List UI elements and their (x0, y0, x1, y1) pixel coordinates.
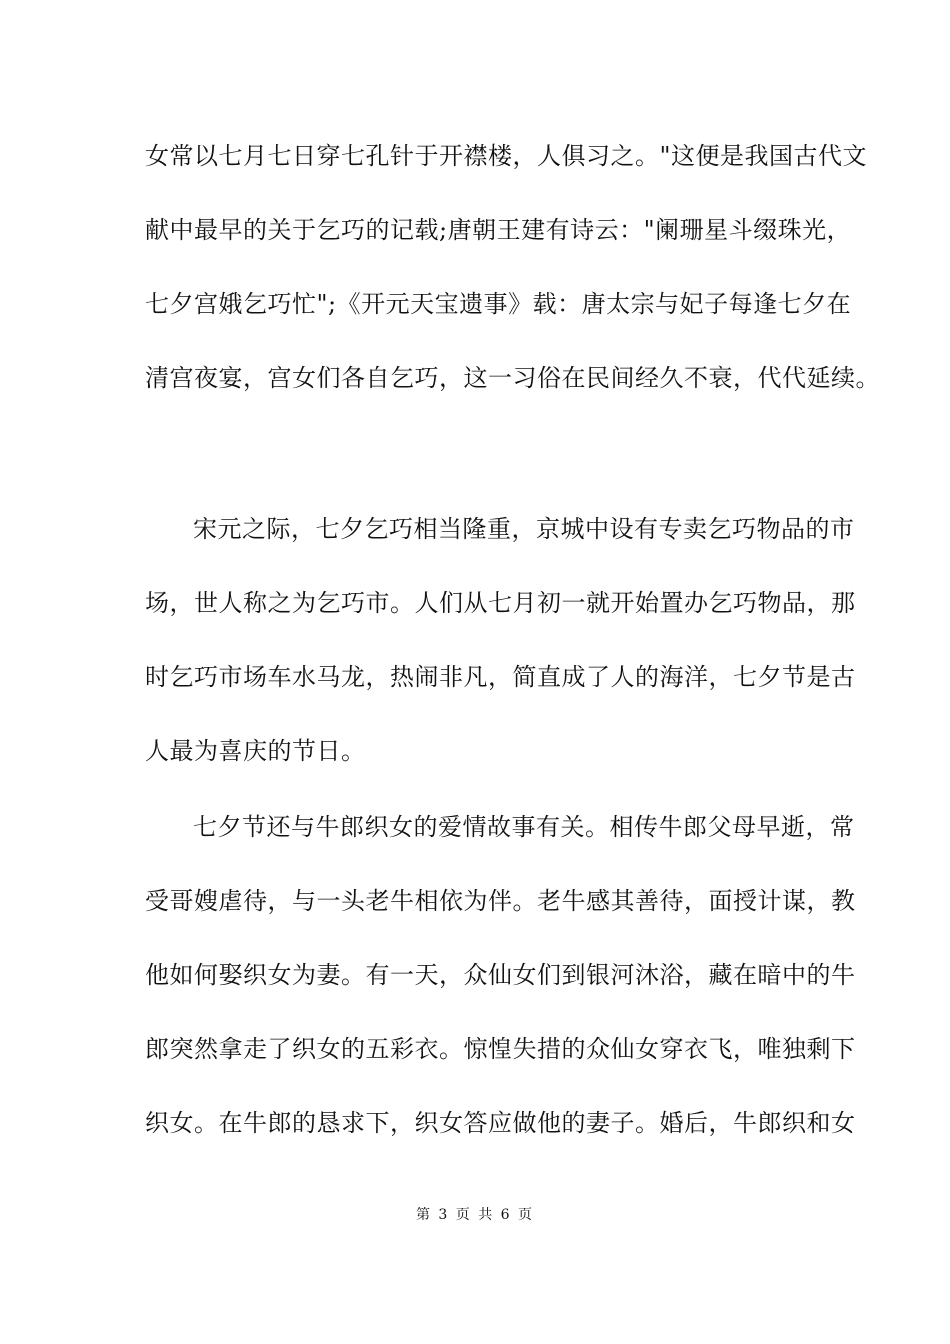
paragraph-line: 七夕节还与牛郎织女的爱情故事有关。相传牛郎父母早逝，常 (193, 813, 855, 841)
page-footer (0, 1206, 950, 1224)
footer-current-page: 3 (438, 1207, 450, 1223)
footer-middle: 页 共 (455, 1207, 495, 1223)
paragraph-line: 他如何娶织女为妻。有一天，众仙女们到银河沐浴，藏在暗中的牛 (145, 961, 856, 989)
paragraph-line: 清宫夜宴，宫女们各自乞巧，这一习俗在民间经久不衰，代代延续。 (145, 364, 880, 392)
paragraph-line: 人最为喜庆的节日。 (145, 737, 366, 765)
paragraph-line: 献中最早的关于乞巧的记载;唐朝王建有诗云："阑珊星斗缀珠光， (145, 216, 852, 244)
paragraph-line: 时乞巧市场车水马龙，热闹非凡，简直成了人的海洋，七夕节是古 (145, 663, 856, 691)
paragraph-line: 场，世人称之为乞巧市。人们从七月初一就开始置办乞巧物品，那 (145, 589, 856, 617)
paragraph-line: 女常以七月七日穿七孔针于开襟楼，人俱习之。"这便是我国古代文 (145, 142, 868, 170)
paragraph-line: 宋元之际，七夕乞巧相当隆重，京城中设有专卖乞巧物品的市 (193, 515, 855, 543)
paragraph-line: 受哥嫂虐待，与一头老牛相依为伴。老牛感其善待，面授计谋，教 (145, 887, 856, 915)
paragraph-line: 郎突然拿走了织女的五彩衣。惊惶失措的众仙女穿衣飞，唯独剩下 (145, 1035, 856, 1063)
footer-total-pages: 6 (500, 1207, 512, 1223)
paragraph-line: 织女。在牛郎的恳求下，织女答应做他的妻子。婚后，牛郎织和女 (145, 1109, 856, 1137)
footer-suffix: 页 (518, 1207, 535, 1223)
paragraph-line: 七夕宫娥乞巧忙";《开元天宝遗事》载：唐太宗与妃子每逢七夕在 (145, 290, 852, 318)
footer-prefix: 第 (415, 1207, 432, 1223)
